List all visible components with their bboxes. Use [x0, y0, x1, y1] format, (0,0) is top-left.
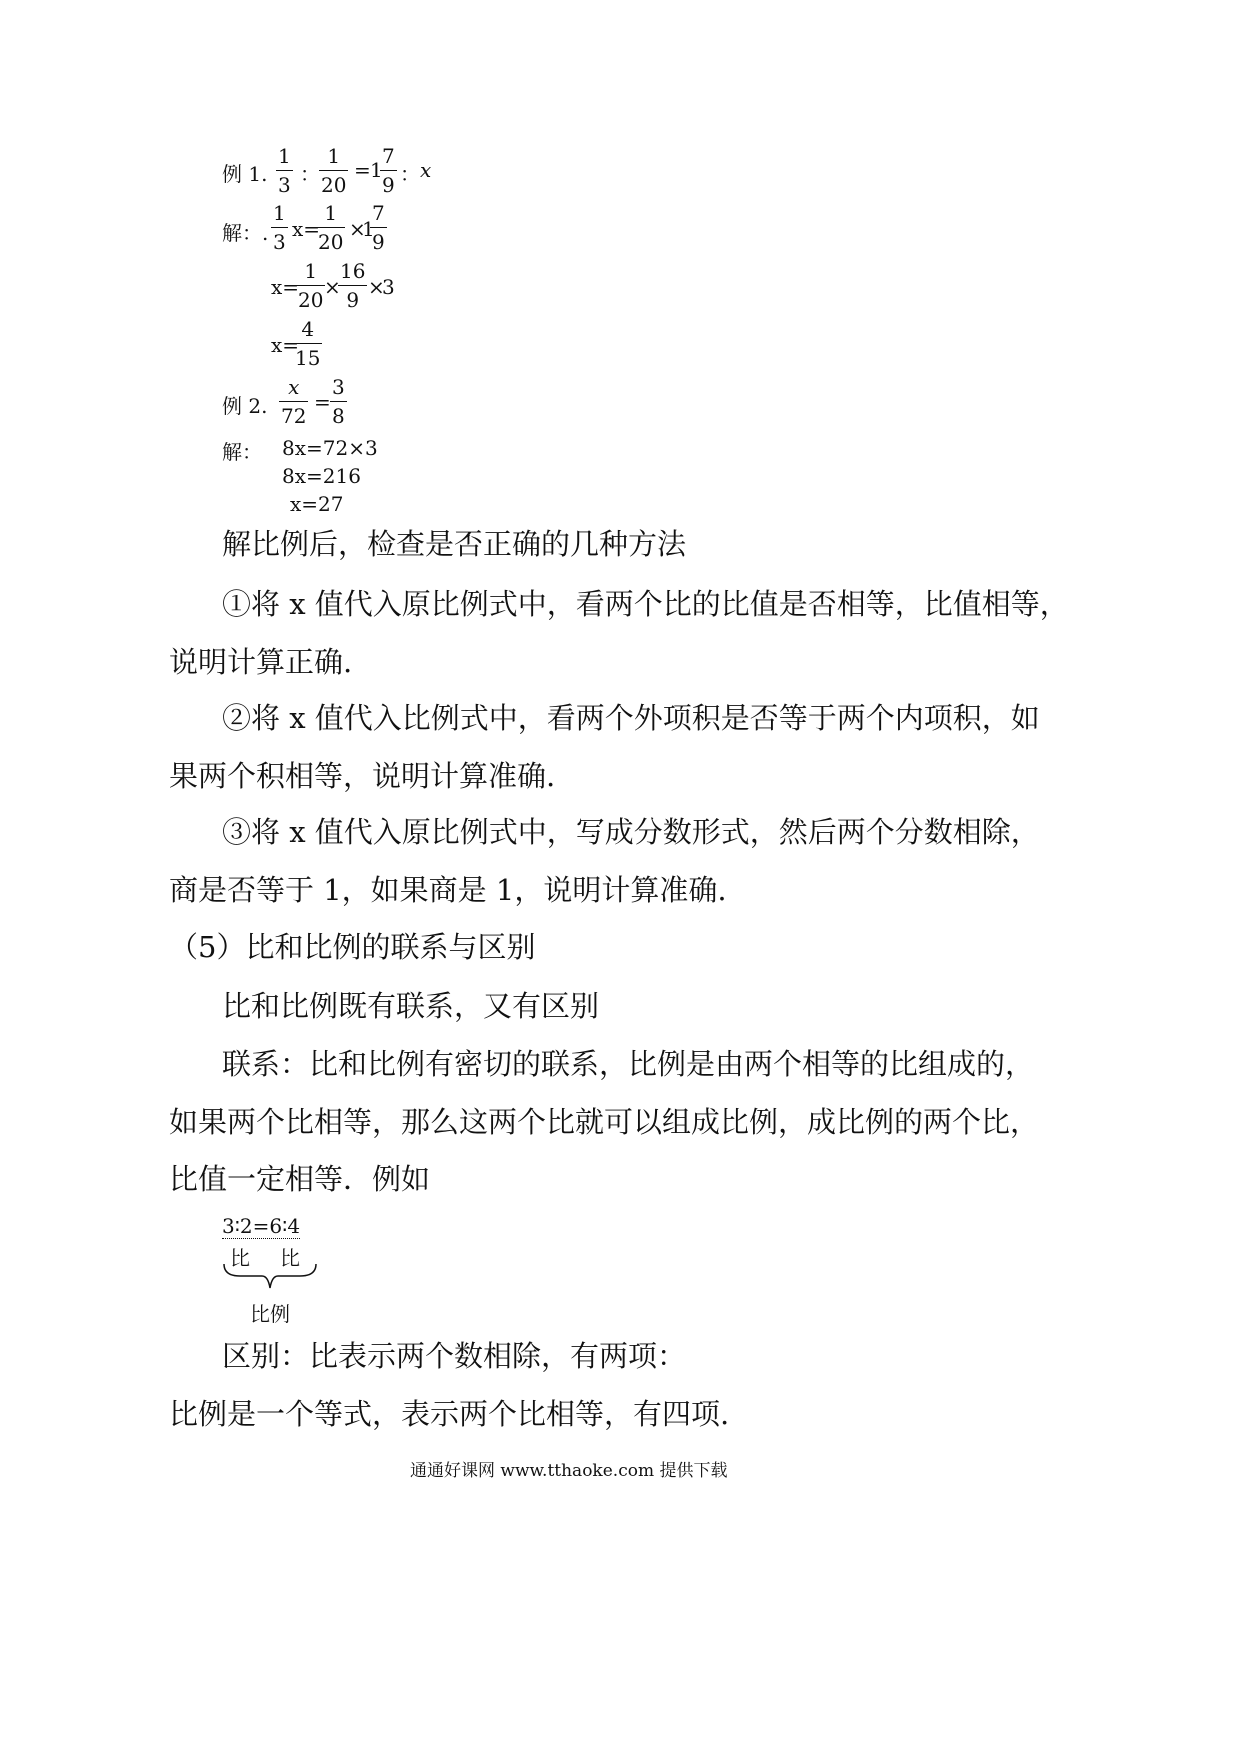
- link-line-3: 比值一定相等．例如: [169, 1162, 431, 1196]
- method-1-line-2: 说明计算正确.: [169, 645, 353, 679]
- mixed-integer: 1: [362, 217, 375, 241]
- colon: ：: [300, 162, 320, 186]
- fraction: x 72: [281, 375, 307, 428]
- fraction: 7 9: [382, 144, 395, 197]
- solution-step: x=27: [290, 492, 344, 516]
- diff-line-1: 区别：比表示两个数相除，有两项：: [222, 1339, 687, 1373]
- method-3-line-2: 商是否等于 1，如果商是 1，说明计算准确.: [169, 873, 727, 907]
- method-1-line-1: ①将 x 值代入原比例式中，看两个比的比值是否相等，比值相等，: [222, 587, 1069, 621]
- fraction: 1 20: [298, 259, 324, 312]
- method-3-line-1: ③将 x 值代入原比例式中，写成分数形式，然后两个分数相除，: [222, 815, 1040, 849]
- solution-label: 解：: [222, 440, 262, 464]
- section-heading: （5）比和比例的联系与区别: [169, 930, 536, 964]
- ratio-label-1: 比: [230, 1246, 250, 1270]
- times: ×: [368, 275, 385, 299]
- fraction: 1 3: [278, 144, 291, 197]
- ratio-expression: 3∶2=6∶4: [222, 1214, 301, 1238]
- fraction: 16 9: [340, 259, 366, 312]
- proportion-label: 比例: [250, 1302, 290, 1326]
- mixed-integer: 1: [370, 158, 383, 182]
- solution-label: 解：.: [222, 221, 269, 245]
- link-line-2: 如果两个比相等，那么这两个比就可以组成比例，成比例的两个比，: [169, 1105, 1040, 1139]
- fraction: 3 8: [332, 375, 345, 428]
- curly-brace: [220, 1262, 320, 1292]
- solution-step: 8x=72×3: [282, 436, 378, 460]
- fraction: 1 20: [318, 201, 344, 254]
- x-equals: x=: [271, 333, 300, 357]
- times: ×: [349, 217, 366, 241]
- fraction: 7 9: [372, 201, 385, 254]
- solution-step: 8x=216: [282, 464, 361, 488]
- x-equals: x=: [292, 217, 321, 241]
- times: ×: [324, 275, 341, 299]
- example-2-label: 例 2.: [222, 394, 268, 418]
- fraction: 4 15: [295, 317, 321, 370]
- diff-line-2: 比例是一个等式，表示两个比相等，有四项.: [169, 1397, 730, 1431]
- fraction: 1 3: [273, 201, 286, 254]
- colon: ：: [400, 162, 420, 186]
- number: 3: [382, 275, 395, 299]
- x-equals: x=: [271, 275, 300, 299]
- method-2-line-1: ②将 x 值代入比例式中，看两个外项积是否等于两个内项积，如: [222, 701, 1040, 735]
- equals: =: [314, 390, 331, 414]
- fraction: 1 20: [321, 144, 347, 197]
- variable-x: x: [420, 158, 432, 182]
- ratio-label-2: 比: [280, 1246, 300, 1270]
- link-line-1: 联系：比和比例有密切的联系，比例是由两个相等的比组成的，: [222, 1047, 1035, 1081]
- method-2-line-2: 果两个积相等，说明计算准确.: [169, 759, 556, 793]
- section-intro: 比和比例既有联系，又有区别: [222, 989, 600, 1023]
- equals: =: [354, 158, 371, 182]
- check-title: 解比例后，检查是否正确的几种方法: [222, 527, 687, 561]
- example-1-label: 例 1.: [222, 162, 268, 186]
- footer-watermark: 通通好课网 www.tthaoke.com 提供下载: [410, 1461, 728, 1481]
